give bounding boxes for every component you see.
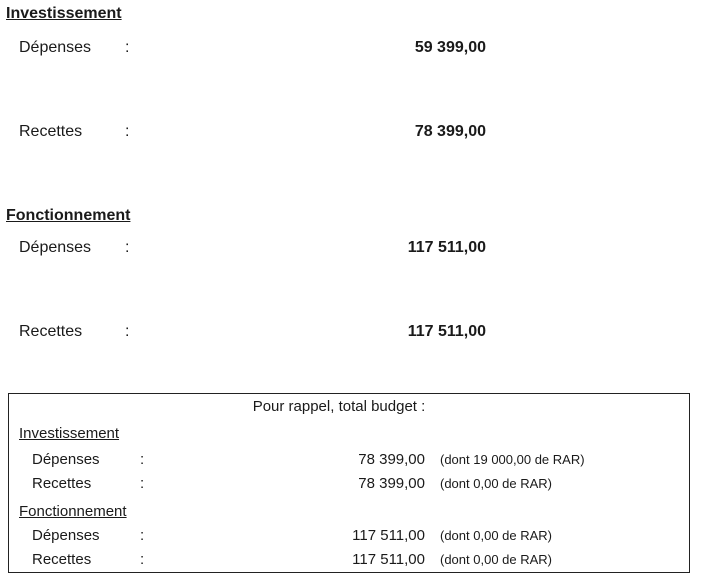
- investissement-recettes-value: 78 399,00: [414, 123, 486, 140]
- recap-investissement-recettes-note: (dont 0,00 de RAR): [440, 476, 553, 491]
- recap-investissement-depenses-colon: :: [140, 451, 145, 468]
- recap-fonctionnement-recettes-note: (dont 0,00 de RAR): [440, 552, 553, 567]
- fonctionnement-depenses-value: 117 511,00: [407, 239, 486, 256]
- recap-fonctionnement-recettes-label: Recettes: [32, 551, 92, 568]
- investissement-depenses-colon: :: [125, 39, 130, 56]
- recap-fonctionnement-depenses-label: Dépenses: [32, 527, 100, 544]
- investissement-depenses-value: 59 399,00: [414, 39, 486, 56]
- fonctionnement-depenses-colon: :: [125, 239, 130, 256]
- fonctionnement-recettes-colon: :: [125, 323, 130, 340]
- fonctionnement-recettes-value: 117 511,00: [407, 323, 486, 340]
- investissement-recettes-label: Recettes: [19, 123, 83, 140]
- recap-fonctionnement-depenses-value: 117 511,00: [352, 527, 425, 544]
- recap-investissement-heading: Investissement: [19, 425, 120, 442]
- recap-investissement-recettes-label: Recettes: [32, 475, 92, 492]
- recap-investissement-recettes-value: 78 399,00: [358, 475, 425, 492]
- fonctionnement-recettes-label: Recettes: [19, 323, 83, 340]
- recap-fonctionnement-heading: Fonctionnement: [19, 503, 127, 520]
- recap-fonctionnement-depenses-note: (dont 0,00 de RAR): [440, 528, 553, 543]
- recap-investissement-recettes-colon: :: [140, 475, 145, 492]
- fonctionnement-heading: Fonctionnement: [6, 207, 131, 224]
- recap-fonctionnement-recettes-value: 117 511,00: [352, 551, 425, 568]
- recap-box: [8, 393, 690, 573]
- recap-investissement-depenses-value: 78 399,00: [358, 451, 425, 468]
- investissement-heading: Investissement: [6, 5, 122, 22]
- recap-investissement-depenses-label: Dépenses: [32, 451, 100, 468]
- recap-title: Pour rappel, total budget :: [252, 398, 426, 415]
- fonctionnement-depenses-label: Dépenses: [19, 239, 92, 256]
- investissement-recettes-colon: :: [125, 123, 130, 140]
- investissement-depenses-label: Dépenses: [19, 39, 92, 56]
- recap-investissement-depenses-note: (dont 19 000,00 de RAR): [440, 452, 585, 467]
- recap-fonctionnement-recettes-colon: :: [140, 551, 145, 568]
- recap-fonctionnement-depenses-colon: :: [140, 527, 145, 544]
